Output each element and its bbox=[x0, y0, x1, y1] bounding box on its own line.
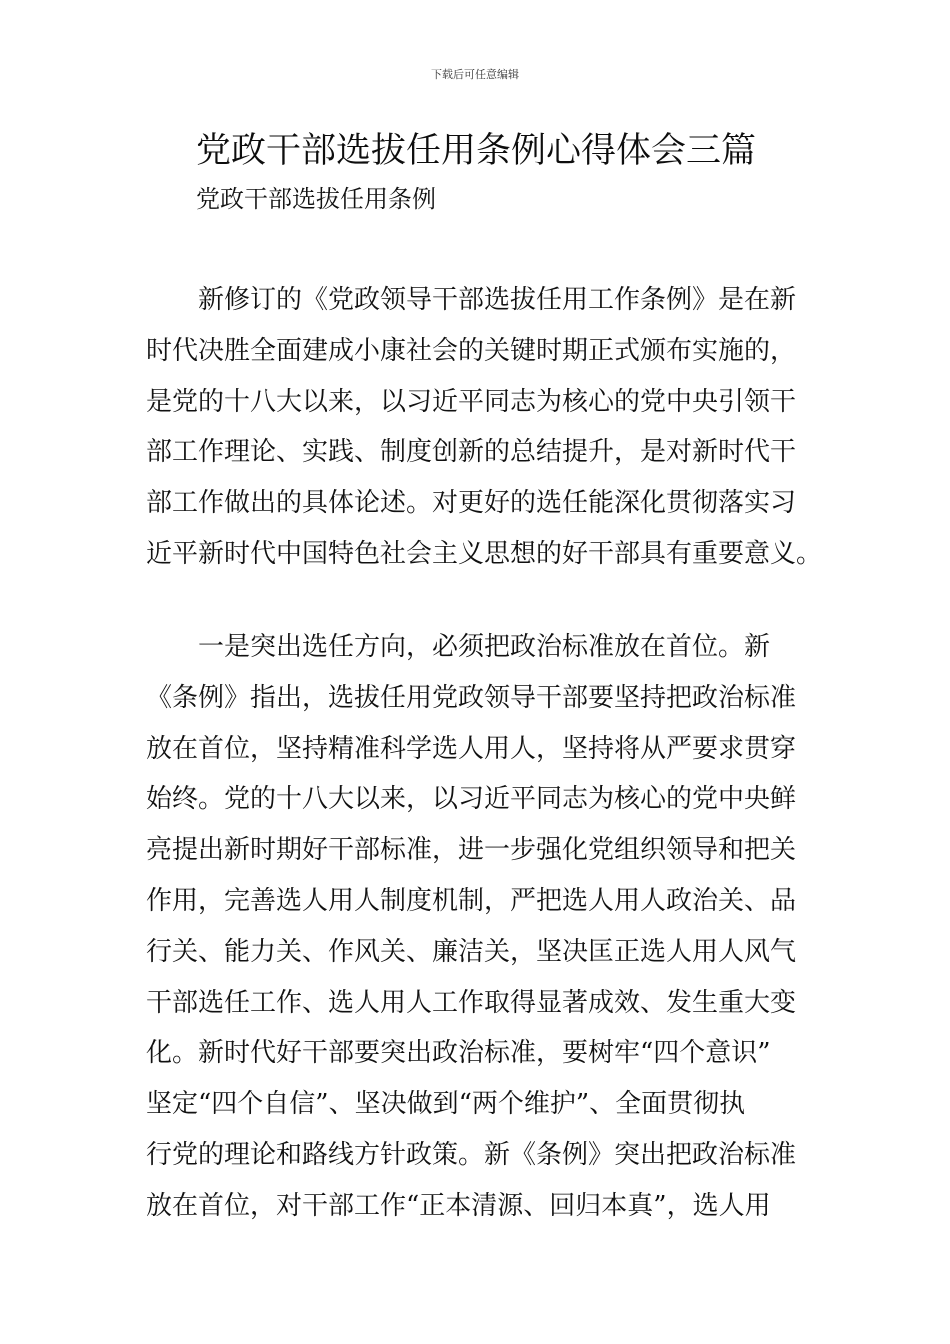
paragraph-line: 近平新时代中国特色社会主义思想的好干部具有重要意义。 bbox=[146, 538, 823, 569]
paragraph-line: 新修订的《党政领导干部选拔任用工作条例》是在新 bbox=[198, 285, 797, 315]
paragraph-line: 行关、能力关、作风关、廉洁关，坚决匡正选人用人风气 bbox=[146, 936, 797, 967]
document-title: 党政干部选拔任用条例心得体会三篇 bbox=[196, 131, 757, 171]
paragraph-line: 化。新时代好干部要突出政治标准，要树牢“四个意识” bbox=[146, 1038, 771, 1069]
body-paragraph-point-one bbox=[146, 622, 818, 1232]
paragraph-line: 时代决胜全面建成小康社会的关键时期正式颁布实施的， bbox=[146, 335, 797, 366]
paragraph-line: 坚定“四个自信”、坚决做到“两个维护”、全面贯彻执 bbox=[146, 1089, 746, 1120]
paragraph-line: 放在首位，对干部工作“正本清源、回归本真”，选人用 bbox=[146, 1190, 771, 1221]
paragraph-line: 干部选任工作、选人用人工作取得显著成效、发生重大变 bbox=[146, 987, 797, 1018]
paragraph-line: 部工作理论、实践、制度创新的总结提升，是对新时代干 bbox=[146, 437, 797, 468]
paragraph-line: 作用，完善选人用人制度机制，严把选人用人政治关、品 bbox=[146, 885, 797, 916]
body-paragraph-intro bbox=[146, 275, 823, 580]
page-header-note: 下载后可任意编辑 bbox=[431, 68, 519, 81]
paragraph-line: 一是突出选任方向，必须把政治标准放在首位。新 bbox=[198, 632, 771, 662]
paragraph-line: 放在首位，坚持精准科学选人用人，坚持将从严要求贯穿 bbox=[146, 733, 797, 764]
paragraph-line: 是党的十八大以来，以习近平同志为核心的党中央引领干 bbox=[146, 386, 797, 417]
paragraph-line: 始终。党的十八大以来，以习近平同志为核心的党中央鲜 bbox=[146, 784, 797, 815]
paragraph-line: 《条例》指出，选拔任用党政领导干部要坚持把政治标准 bbox=[146, 682, 797, 713]
paragraph-line: 部工作做出的具体论述。对更好的选任能深化贯彻落实习 bbox=[146, 488, 797, 519]
paragraph-line: 行党的理论和路线方针政策。新《条例》突出把政治标准 bbox=[146, 1139, 797, 1170]
document-subtitle: 党政干部选拔任用条例 bbox=[196, 185, 436, 213]
paragraph-line: 亮提出新时期好干部标准，进一步强化党组织领导和把关 bbox=[146, 835, 797, 866]
